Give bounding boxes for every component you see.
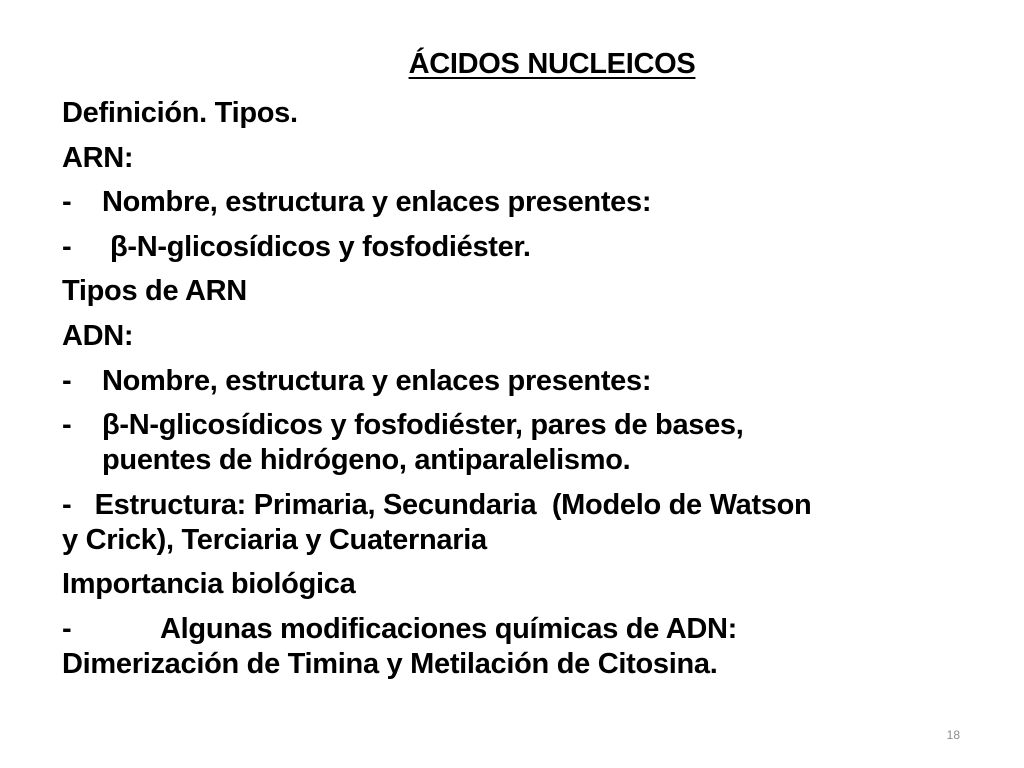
- bullet-dash: -: [62, 230, 72, 263]
- estructura-line-2: y Crick), Terciaria y Cuaternaria: [62, 523, 487, 556]
- estructura-paragraph: [62, 488, 962, 558]
- adn-bullet-2-line-1: β-N-glicosídicos y fosfodiéster, pares de bases,: [102, 409, 744, 442]
- definicion-line: Definición. Tipos.: [62, 97, 298, 129]
- adn-bullet-2: [62, 408, 962, 478]
- adn-bullet-2-text: [102, 408, 744, 478]
- bullet-dash: -: [62, 409, 72, 442]
- estructura-line-1: - Estructura: Primaria, Secundaria (Modelo de Watson: [62, 488, 812, 521]
- modificaciones-line-1-wrap: [62, 612, 962, 647]
- arn-heading: ARN:: [62, 141, 134, 174]
- slide-body: [62, 96, 962, 692]
- importancia-line: Importancia biológica: [62, 568, 356, 601]
- arn-bullet-1: [62, 185, 962, 220]
- arn-bullet-1-text: Nombre, estructura y enlaces presentes:: [102, 186, 652, 219]
- adn-bullet-1: [62, 364, 962, 399]
- modificaciones-line-2: Dimerización de Timina y Metilación de Citosina.: [62, 647, 718, 680]
- bullet-dash: -: [62, 186, 72, 219]
- adn-bullet-1-text: Nombre, estructura y enlaces presentes:: [102, 364, 652, 397]
- modificaciones-dash: -: [62, 612, 72, 645]
- modificaciones-line-1: Algunas modificaciones químicas de ADN:: [160, 612, 738, 645]
- arn-bullet-2-text: β-N-glicosídicos y fosfodiéster.: [110, 230, 531, 263]
- slide-title: ÁCIDOS NUCLEICOS: [408, 48, 696, 80]
- arn-bullet-2: [62, 230, 962, 265]
- modificaciones-paragraph: [62, 612, 962, 682]
- tipos-arn-line: Tipos de ARN: [62, 275, 247, 308]
- adn-bullet-2-line-2: puentes de hidrógeno, antiparalelismo.: [102, 444, 631, 477]
- page-number: 18: [946, 728, 960, 742]
- bullet-dash: -: [62, 364, 72, 397]
- adn-heading: ADN:: [62, 319, 134, 352]
